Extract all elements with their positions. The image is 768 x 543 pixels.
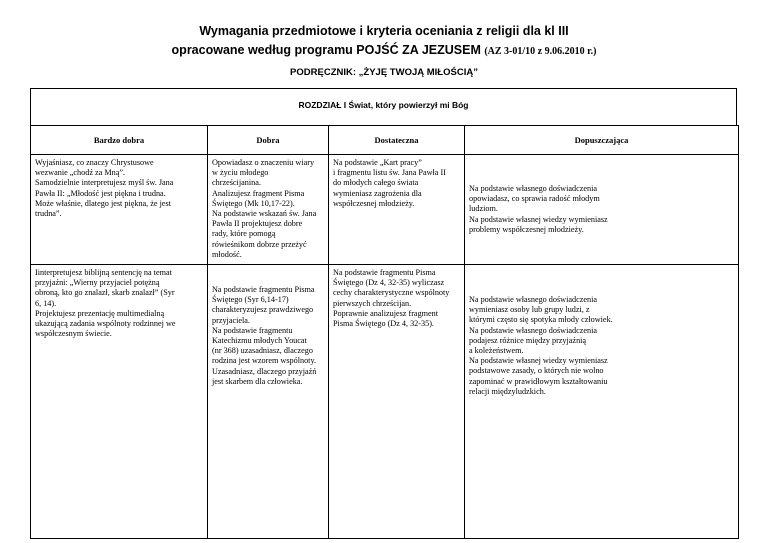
table-cell: Na podstawie „Kart pracy” i fragmentu listu św. Jana Pawła II do młodych całego świata wymieniasz zagrożenia dla współczesnej młodzieży. <box>329 155 465 265</box>
table-row <box>31 155 739 265</box>
table-cell: Na podstawie własnego doświadczenia wymieniasz osoby lub grupy ludzi, z którymi często się spotyka młody człowiek. Na podstawie własnego doświadczenia podajesz różnice między przyjaźnią a koleżeństwem. Na podstawie własnej wiedzy wymieniasz podstawowe zasady, o których nie wolno zapominać w prawidłowym kształtowaniu relacji międzyludzkich. <box>465 265 739 539</box>
table-cell: Iinterpretujesz biblijną sentencję na temat przyjaźni: „Wierny przyjaciel potężną obroną, kto go znalazł, skarb znalazł” (Syr 6, 14). Projektujesz prezentację multimedialną ukazującą zadania wspólnoty rodzinnej we współczesnym świecie. <box>31 265 208 539</box>
table-row <box>31 265 739 539</box>
program-prefix: opracowane według programu POJŚĆ ZA JEZUSEM <box>171 43 485 57</box>
table-cell: Na podstawie fragmentu Pisma Świętego (Dz 4, 32-35) wyliczasz cechy charakterystyczne wspólnoty pierwszych chrześcijan. Poprawnie analizujesz fragment Pisma Świętego (Dz 4, 32-35). <box>329 265 465 539</box>
header-good: Dobra <box>208 126 329 155</box>
requirements-table <box>30 125 739 539</box>
table-header-row <box>31 126 739 155</box>
table-cell: Wyjaśniasz, co znaczy Chrystusowe wezwanie „chodź za Mną”. Samodzielnie interpretujesz myśl św. Jana Pawła II: „Młodość jest piękna i trudna. Może właśnie, dlatego jest piękna, że jest trudna”. <box>31 155 208 265</box>
table-cell: Na podstawie fragmentu Pisma Świętego (Syr 6,14-17) charakteryzujesz prawdziwego przyjaciela. Na podstawie fragmentu Katechizmu młodych Youcat (nr 368) uzasadniasz, dlaczego rodzina jest wzorem wspólnoty. Uzasadniasz, dlaczego przyjaźń jest skarbem dla człowieka. <box>208 265 329 539</box>
program-line <box>0 43 768 57</box>
textbook-line: PODRĘCZNIK: „ŻYJĘ TWOJĄ MIŁOŚCIĄ” <box>290 67 478 78</box>
chapter-title: ROZDZIAŁ I Świat, który powierzył mi Bóg <box>298 100 469 110</box>
program-code: (AZ 3-01/10 z 9.06.2010 r.) <box>484 46 597 57</box>
document-title: Wymagania przedmiotowe i kryteria oceniania z religii dla kl III <box>199 24 569 38</box>
table-cell: Opowiadasz o znaczeniu wiary w życiu młodego chrześcijanina. Analizujesz fragment Pisma Świętego (Mk 10,17-22). Na podstawie wskazań św. Jana Pawła II projektujesz dobre rady, które pomogą rówieśnikom dobrze przeżyć młodość. <box>208 155 329 265</box>
chapter-box <box>30 88 737 126</box>
header-very-good: Bardzo dobra <box>31 126 208 155</box>
header-sufficient: Dostateczna <box>329 126 465 155</box>
header-acceptable: Dopuszczająca <box>465 126 739 155</box>
table-cell: Na podstawie własnego doświadczenia opowiadasz, co sprawia radość młodym ludziom. Na podstawie własnej wiedzy wymieniasz problemy współczesnej młodzieży. <box>465 155 739 265</box>
